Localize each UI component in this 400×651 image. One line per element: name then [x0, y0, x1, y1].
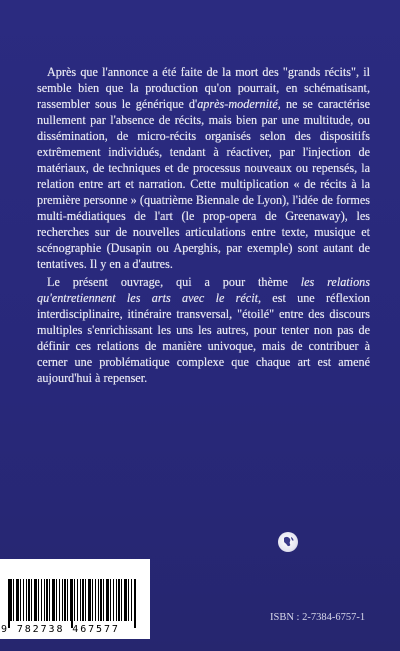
blurb-paragraph-1 — [37, 64, 370, 272]
paragraph-1-text-a: Après que l'annonce a été faite de la mort des "grands récits", il semble bien que la production qu'on pourrait, en schématisant, rassembler sous le générique d' — [37, 65, 370, 111]
barcode-guard-left — [8, 579, 10, 628]
barcode-number: 9 782738 467577 — [1, 624, 120, 635]
paragraph-2-text-b: , est une réflexion interdisciplinaire, itinéraire transversal, "étoilé" entre des discours multiples s'enrichissant les uns les autres, pour tenter non pas de définir ces relations de manière univoque, mais de contribuer à cerner une problématique complexe que chaque art est amené aujourd'hui à repenser. — [37, 291, 370, 385]
blurb-paragraph-2 — [37, 274, 370, 386]
paragraph-2-text-a: Le présent ouvrage, qui a pour thème — [47, 275, 301, 289]
barcode-guard-center — [71, 579, 73, 628]
barcode — [0, 559, 150, 639]
paragraph-1-italic: après-modernité — [197, 97, 278, 111]
globe-icon — [278, 532, 298, 552]
paragraph-1-text-b: , ne se caractérise nullement par l'absence de récits, mais bien par une multitude, ou dissémination, de micro-récits organisés selon des dispositifs extrêmement individués, tendant à réactiver, par l'injection de matériaux, de techniques et de processus nouveaux ou repensés, la relation entre art et narration. Cette multiplication « de récits à la première personne » (quatrième Biennale de Lyon), l'idée de formes multi-médiatiques de l'art (le prop-opera de Greenaway), les recherches sur de nouvelles articulations entre texte, musique et scénographie (Dusapin ou Aperghis, par exemple) sont autant de tentatives. Il y en a d'autres. — [37, 97, 370, 271]
barcode-guard-right — [134, 579, 136, 628]
publisher-globe-logo — [278, 532, 298, 552]
isbn-label: ISBN : 2-7384-6757-1 — [270, 612, 366, 623]
paragraph-2-italic: les relations qu'entretiennent les arts avec le récit — [37, 275, 370, 305]
blurb-text — [37, 64, 370, 386]
